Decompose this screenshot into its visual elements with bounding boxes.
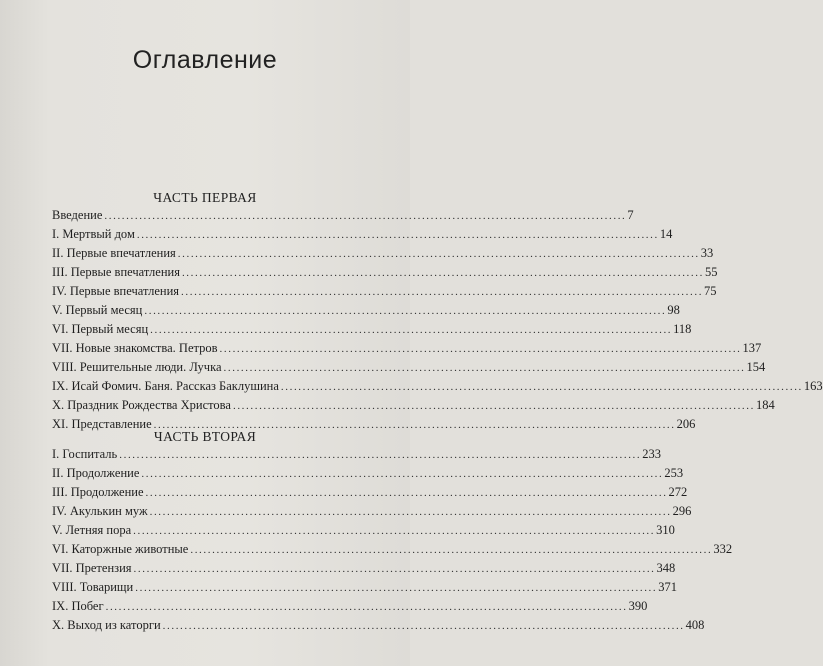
toc-part-two (52, 447, 733, 637)
dot-leader: ........................................................................................................................ (181, 286, 704, 298)
part-two-heading: ЧАСТЬ ВТОРАЯ (153, 429, 257, 444)
toc-entry-page: 296 (672, 504, 692, 518)
dot-leader: ........................................................................................................................ (177, 248, 700, 260)
toc-entry (52, 561, 676, 580)
toc-entry (52, 485, 688, 504)
part-one-heading: ЧАСТЬ ПЕРВАЯ (153, 190, 257, 205)
toc-entry (52, 618, 705, 637)
toc-entry-page: 348 (656, 561, 676, 575)
dot-leader: ........................................................................................................................ (149, 506, 672, 518)
toc-entry (52, 208, 634, 227)
toc-entry (52, 447, 661, 466)
toc-entry-title: III. Продолжение (52, 485, 144, 499)
toc-entry-title: X. Праздник Рождества Христова (52, 398, 231, 412)
toc-entry-page: 332 (713, 542, 733, 556)
dot-leader: ........................................................................................................................ (232, 400, 755, 412)
toc-entry (52, 542, 733, 561)
toc-entry-title: I. Мертвый дом (52, 227, 135, 241)
toc-entry-title: VII. Новые знакомства. Петров (52, 341, 218, 355)
toc-entry (52, 599, 648, 618)
toc-entry-title: V. Летняя пора (52, 523, 132, 537)
toc-entry-page: 154 (746, 360, 766, 374)
dot-leader: ........................................................................................................................ (153, 419, 676, 431)
toc-entry-title: VIII. Товарищи (52, 580, 134, 594)
toc-entry-title: VII. Претензия (52, 561, 132, 575)
toc-entry-title: Введение (52, 208, 103, 222)
toc-entry-page: 163 (803, 379, 823, 393)
toc-entry-title: XI. Представление (52, 417, 152, 431)
toc-entry (52, 246, 714, 265)
dot-leader: ........................................................................................................................ (104, 210, 627, 222)
dot-leader: ........................................................................................................................ (136, 229, 659, 241)
toc-entry-title: X. Выход из каторги (52, 618, 161, 632)
toc-entry (52, 265, 718, 284)
toc-entry-page: 137 (742, 341, 762, 355)
toc-entry-page: 233 (642, 447, 661, 461)
toc-entry-page: 310 (656, 523, 675, 537)
toc-entry-page: 272 (668, 485, 688, 499)
toc-entry-page: 75 (704, 284, 717, 298)
dot-leader: ........................................................................................................................ (105, 601, 628, 613)
toc-entry-title: VIII. Решительные люди. Лучка (52, 360, 222, 374)
toc-entry-title: VI. Первый месяц (52, 322, 149, 336)
toc-entry (52, 341, 762, 360)
toc-entry-title: VI. Каторжные животные (52, 542, 189, 556)
toc-entry (52, 303, 680, 322)
toc-entry (52, 379, 823, 398)
toc-entry (52, 360, 766, 379)
toc-entry-title: III. Первые впечатления (52, 265, 180, 279)
toc-entry-page: 98 (667, 303, 680, 317)
toc-entry-page: 206 (676, 417, 696, 431)
dot-leader: ........................................................................................................................ (119, 449, 642, 461)
toc-entry-page: 253 (664, 466, 684, 480)
toc-entry (52, 322, 692, 341)
toc-entry-title: IX. Исай Фомич. Баня. Рассказ Баклушина (52, 379, 279, 393)
toc-entry-page: 14 (659, 227, 673, 241)
toc-part-one (52, 208, 823, 436)
dot-leader: ........................................................................................................................ (150, 324, 673, 336)
toc-entry (52, 284, 717, 303)
toc-entry-page: 33 (700, 246, 714, 260)
dot-leader: ........................................................................................................................ (133, 525, 656, 537)
toc-entry-title: II. Продолжение (52, 466, 140, 480)
toc-entry (52, 227, 673, 246)
toc-entry-title: IX. Побег (52, 599, 104, 613)
dot-leader: ........................................................................................................................ (181, 267, 704, 279)
toc-entry (52, 504, 692, 523)
dot-leader: ........................................................................................................................ (280, 381, 803, 393)
toc-entry-page: 408 (685, 618, 705, 632)
toc-entry-page: 118 (673, 322, 692, 336)
dot-leader: ........................................................................................................................ (162, 620, 685, 632)
toc-entry (52, 466, 684, 485)
dot-leader: ........................................................................................................................ (133, 563, 656, 575)
dot-leader: ........................................................................................................................ (190, 544, 713, 556)
dot-leader: ........................................................................................................................ (223, 362, 746, 374)
toc-entry-title: IV. Акулькин муж (52, 504, 148, 518)
toc-entry-page: 55 (704, 265, 718, 279)
dot-leader: ........................................................................................................................ (145, 487, 668, 499)
dot-leader: ........................................................................................................................ (144, 305, 667, 317)
toc-entry-page: 371 (658, 580, 677, 594)
dot-leader: ........................................................................................................................ (135, 582, 658, 594)
toc-entry-page: 184 (755, 398, 775, 412)
toc-entry-page: 7 (627, 208, 634, 222)
toc-entry-title: V. Первый месяц (52, 303, 143, 317)
dot-leader: ........................................................................................................................ (219, 343, 742, 355)
toc-entry-title: II. Первые впечатления (52, 246, 176, 260)
toc-entry (52, 523, 675, 542)
toc-entry-title: I. Госпиталь (52, 447, 118, 461)
toc-entry-page: 390 (628, 599, 648, 613)
page-title: Оглавление (132, 46, 278, 74)
dot-leader: ........................................................................................................................ (141, 468, 664, 480)
toc-entry (52, 580, 677, 599)
toc-entry (52, 398, 775, 417)
toc-entry-title: IV. Первые впечатления (52, 284, 180, 298)
